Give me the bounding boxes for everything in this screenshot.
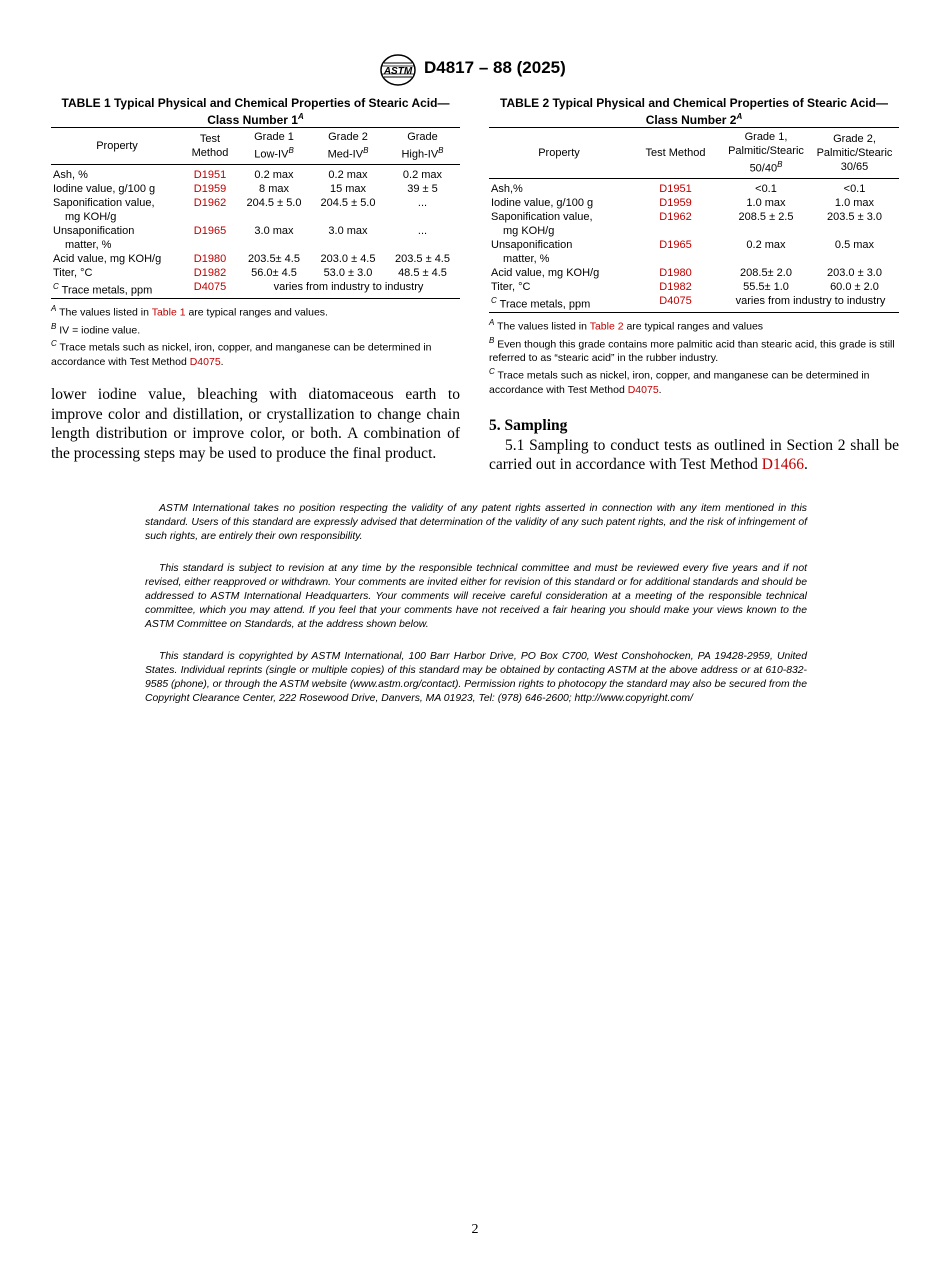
table-row: Acid value, mg KOH/g D1980 208.5± 2.0 203.0 ± 3.0 <box>491 266 882 279</box>
table-row: $^C$ Trace metals, ppm D4075 varies from industry to industry <box>51 280 460 299</box>
header-test-method: Test Method <box>183 128 237 165</box>
table-link[interactable]: Table 2 <box>589 320 624 333</box>
header-grade-1: Grade 1 Low-$IV^B$ <box>237 128 311 165</box>
table-row: Acid value, mg KOH/g D1980 203.5± 4.5 203.0 ± 4.5 203.5 ± 4.5 <box>53 252 450 265</box>
header-test-method: Test Method <box>629 128 722 179</box>
table-row: Iodine value, g/100 g D1959 1.0 max 1.0 max <box>491 196 875 209</box>
method-link[interactable]: D1982 <box>659 280 692 293</box>
table-link[interactable]: Table 1 <box>151 306 186 319</box>
footnote-a: $^A$ The values listed in Table 1 are typical ranges and values. <box>51 304 328 319</box>
section-heading: 5. Sampling <box>489 417 568 434</box>
left-column-text <box>51 385 460 463</box>
table-2-block <box>489 96 899 397</box>
section-5 <box>489 416 899 475</box>
method-link[interactable]: D4075 <box>183 280 237 299</box>
method-link[interactable]: D1959 <box>659 196 692 209</box>
method-link[interactable]: D4075 <box>627 383 659 396</box>
table-1-title: TABLE 1 Typical Physical and Chemical Properties of Stearic Acid—Class Number $1^A$ <box>61 96 450 127</box>
table-1 <box>51 127 460 299</box>
logo-text: ASTM <box>383 66 413 77</box>
table-row: Ash,% D1951 <0.1 <0.1 <box>489 178 899 196</box>
notices <box>145 502 807 724</box>
method-link[interactable]: D1466 <box>761 456 804 473</box>
footnote-b: $^B$ IV = iodine value. <box>51 321 141 337</box>
header-grade-2: Grade 2 Med-$IV^B$ <box>311 128 385 165</box>
table-row: Saponification value, mg KOH/g D1962 208.5 ± 2.5 203.5 ± 3.0 <box>491 210 882 237</box>
method-link[interactable]: D4075 <box>189 355 221 368</box>
paragraph: 5.1 Sampling to conduct tests as outlined in Section 2 shall be carried out in accordance with Test Method D1466. <box>489 436 899 473</box>
method-link[interactable]: D1951 <box>193 168 227 181</box>
method-link[interactable]: D1959 <box>193 182 227 195</box>
footnote-a: $^A$ The values listed in Table 2 are typical ranges and values <box>489 318 764 333</box>
header-property: Property <box>51 128 183 165</box>
method-link[interactable]: D1962 <box>193 196 227 209</box>
table-row: Unsaponification matter, % D1965 0.2 max 0.5 max <box>491 238 875 265</box>
table-row: Iodine value, g/100 g D1959 8 max 15 max 39 ± 5 <box>53 182 438 195</box>
method-link[interactable]: D4075 <box>629 294 722 313</box>
method-link[interactable]: D1982 <box>193 266 227 279</box>
header-grade-3: Grade High-$IV^B$ <box>385 128 460 165</box>
table-row: Saponification value, mg KOH/g D1962 204.5 ± 5.0 204.5 ± 5.0 ... <box>53 196 428 223</box>
page-header <box>0 54 950 88</box>
paragraph: lower iodine value, bleaching with diatomaceous earth to improve color and distillation, or crystallization to change chain length distribution or improve color, or both. A combination of the processing steps may be used to produce the final product. <box>51 386 460 462</box>
table-row: Titer, °C D1982 55.5± 1.0 60.0 ± 2.0 <box>491 280 879 293</box>
method-link[interactable]: D1951 <box>659 182 692 195</box>
method-link[interactable]: D1980 <box>193 252 227 265</box>
method-link[interactable]: D1965 <box>659 238 692 251</box>
table-row: Unsaponification matter, % D1965 3.0 max 3.0 max ... <box>53 224 428 251</box>
table-2-footnotes <box>489 316 899 397</box>
table-2 <box>489 127 899 313</box>
method-link[interactable]: D1962 <box>659 210 692 223</box>
astm-logo-icon <box>380 54 416 86</box>
page-number: 2 <box>471 1222 479 1237</box>
header-grade-2: Grade 2, Palmitic/Stearic 30/65 <box>810 128 899 179</box>
table-1-block <box>51 96 460 369</box>
footnote-c: $^C$ Trace metals such as nickel, iron, copper, and manganese can be determined in accordance with Test Method D4075. <box>489 367 870 396</box>
footnote-c: $^C$ Trace metals such as nickel, iron, copper, and manganese can be determined in accordance with Test Method D4075. <box>51 339 432 368</box>
method-link[interactable]: D1980 <box>659 266 692 279</box>
revision-notice: This standard is subject to revision at any time by the responsible technical committee and must be reviewed every five years and if not revised, either reapproved or withdrawn. Your comments are invited either for revision of this standard or for additional standards and should be addressed to ASTM International Headquarters. Your comments will receive careful consideration at a meeting of the responsible technical committee, which you may attend. If you feel that your comments have not received a fair hearing you should make your views known to the ASTM Committee on Standards, at the address shown below. <box>145 563 807 630</box>
table-row: Ash, % D1951 0.2 max 0.2 max 0.2 max <box>51 164 460 182</box>
designation: D4817 – 88 (2025) <box>424 58 566 77</box>
copyright-notice: This standard is copyrighted by ASTM International, 100 Barr Harbor Drive, PO Box C700, West Conshohocken, PA 19428-2959, United States. Individual reprints (single or multiple copies) of this standard may be obtained by contacting ASTM at the above address or at 610-832-9585 (phone), or through the ASTM website (www.astm.org/contact). Permission rights to photocopy the standard may also be secured from the Copyright Clearance Center, 222 Rosewood Drive, Danvers, MA 01923, Tel: (978) 646-2600; http://www.copyright.com/ <box>145 651 807 704</box>
method-link[interactable]: D1965 <box>193 224 227 237</box>
table-2-title: TABLE 2 Typical Physical and Chemical Properties of Stearic Acid—Class Number $2^A$ <box>500 96 888 127</box>
table-row: Titer, °C D1982 56.0± 4.5 53.0 ± 3.0 48.5 ± 4.5 <box>53 266 447 279</box>
header-grade-1: Grade 1, Palmitic/Stearic $50/40^B$ <box>722 128 810 179</box>
table-row: $^C$ Trace metals, ppm D4075 varies from industry to industry <box>489 294 899 313</box>
table-1-footnotes <box>51 302 460 369</box>
footnote-b: $^B$ Even though this grade contains more palmitic acid than stearic acid, this grade is still referred to as “stearic acid” in the rubber industry. <box>489 335 895 365</box>
header-property: Property <box>489 128 629 179</box>
patent-notice: ASTM International takes no position respecting the validity of any patent rights asserted in connection with any item mentioned in this standard. Users of this standard are expressly advised that determination of the validity of any such patent rights, and the risk of infringement of such rights, are entirely their own responsibility. <box>145 503 807 542</box>
